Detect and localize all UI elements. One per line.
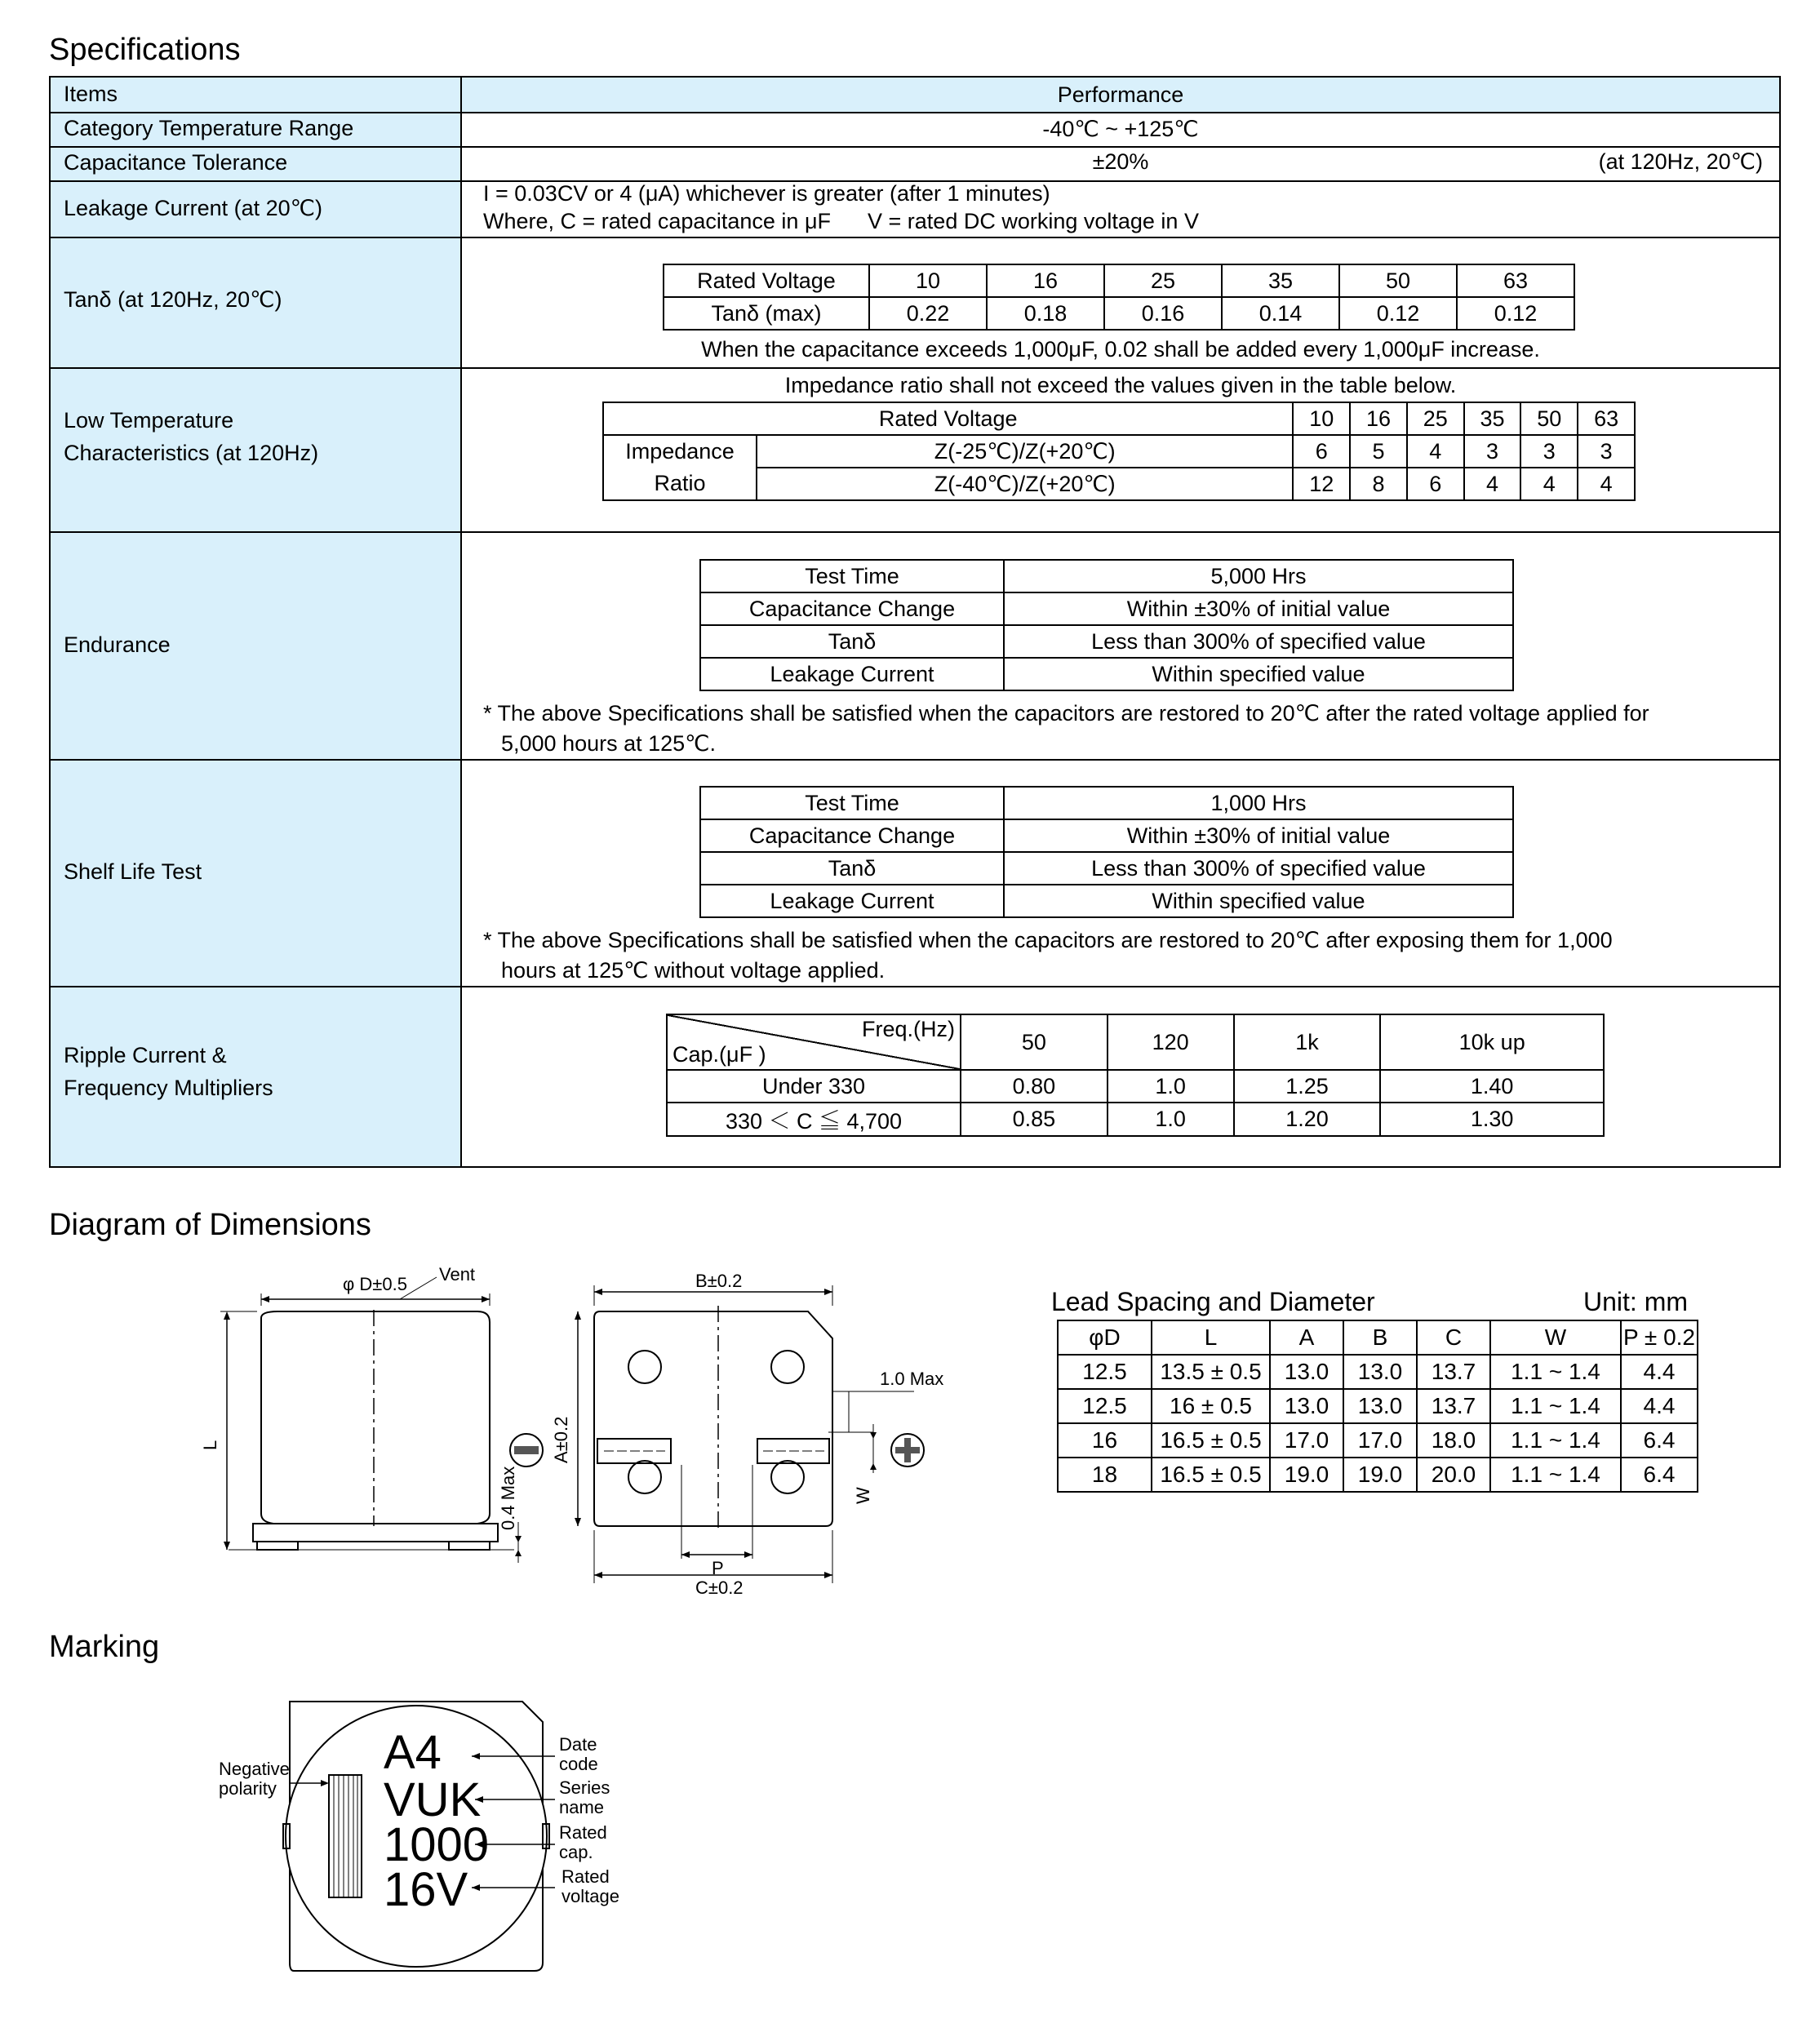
marking-voltage: 16V (384, 1863, 468, 1916)
low-temp-label-2: Characteristics (at 120Hz) (64, 441, 319, 465)
lead-title: Lead Spacing and Diameter (1051, 1287, 1375, 1316)
base-plate (253, 1524, 498, 1542)
rated-cap-label-1: Rated (559, 1822, 607, 1843)
lead-table (1057, 1320, 1698, 1493)
marking-capacitance: 1000 (384, 1818, 490, 1871)
tand-note: When the capacitance exceeds 1,000μF, 0.02 shall be added every 1,000μF increase. (701, 337, 1540, 362)
tand-voltage: 35 (1222, 264, 1339, 297)
lt-voltage: 35 (1464, 402, 1521, 435)
endurance-key: Capacitance Change (700, 592, 1004, 625)
lt-row1-value: 5 (1350, 435, 1407, 468)
ripple-label-1: Ripple Current & (64, 1043, 227, 1067)
lt-row1-value: 6 (1293, 435, 1350, 468)
lead-header: B (1343, 1320, 1417, 1355)
marking-series: VUK (384, 1773, 482, 1826)
negative-label-1: Negative (219, 1759, 290, 1779)
lt-row1-value: 3 (1578, 435, 1635, 468)
endurance-value: Within ±30% of initial value (1004, 592, 1513, 625)
endurance-note-1: * The above Specifications shall be satisfied when the capacitors are restored to 20℃ after the rated voltage applied for (483, 701, 1649, 726)
lead-cell: 4.4 (1621, 1389, 1698, 1423)
ripple-value: 0.85 (961, 1103, 1108, 1136)
lead-header: P ± 0.2 (1621, 1320, 1698, 1355)
endurance-value: 5,000 Hrs (1004, 560, 1513, 592)
max10-label: 1.0 Max (880, 1369, 944, 1389)
shelf-key: Leakage Current (700, 885, 1004, 917)
endurance-key: Tanδ (700, 625, 1004, 658)
lead-header: φD (1058, 1320, 1152, 1355)
lead-cell: 17.0 (1343, 1423, 1417, 1458)
lt-voltage: 25 (1407, 402, 1464, 435)
lt-row2-value: 4 (1520, 468, 1578, 500)
lead-header: W (1490, 1320, 1621, 1355)
tand-value: 0.12 (1339, 297, 1457, 330)
lead-cell: 6.4 (1621, 1423, 1698, 1458)
lt-row1-head: Z(-25℃)/Z(+20℃) (757, 435, 1293, 468)
lead-cell: 6.4 (1621, 1458, 1698, 1492)
lead-cell: 1.1 ~ 1.4 (1490, 1423, 1621, 1458)
lt-row2-head: Z(-40℃)/Z(+20℃) (757, 468, 1293, 500)
tand-voltage: 25 (1104, 264, 1222, 297)
lt-ratio: Ratio (603, 468, 757, 500)
ripple-freq: 120 (1108, 1014, 1234, 1070)
tand-voltage-head: Rated Voltage (664, 264, 869, 297)
lead-cell: 13.0 (1270, 1355, 1343, 1389)
shelf-key: Test Time (700, 787, 1004, 819)
lead-cell: 18.0 (1417, 1423, 1490, 1458)
lead-cell: 13.5 ± 0.5 (1152, 1355, 1270, 1389)
ripple-value: 1.20 (1234, 1103, 1381, 1136)
ripple-value: 0.80 (961, 1070, 1108, 1103)
lt-row2-value: 8 (1350, 468, 1407, 500)
tand-voltage: 10 (869, 264, 987, 297)
shelf-value: Within ±30% of initial value (1004, 819, 1513, 852)
lead-cell: 12.5 (1058, 1389, 1152, 1423)
lead-cell: 13.0 (1343, 1389, 1417, 1423)
negative-label-2: polarity (219, 1778, 277, 1799)
marking-diagram (212, 1693, 653, 1987)
leakage-label: Leakage Current (at 20℃) (64, 196, 322, 220)
lt-voltage: 63 (1578, 402, 1635, 435)
lead-cell: 12.5 (1058, 1355, 1152, 1389)
lead-header: A (1270, 1320, 1343, 1355)
c-label: C±0.2 (695, 1577, 744, 1598)
lead-cell: 16 (1058, 1423, 1152, 1458)
ripple-freq: 10k up (1380, 1014, 1604, 1070)
capacitor-body (261, 1311, 490, 1524)
tand-value: 0.22 (869, 297, 987, 330)
performance-header: Performance (1057, 82, 1184, 107)
lt-rated-voltage: Rated Voltage (603, 402, 1293, 435)
lt-row1-value: 3 (1520, 435, 1578, 468)
date-label-2: code (559, 1754, 598, 1774)
marking-date-code: A4 (384, 1726, 442, 1779)
vent-label: Vent (439, 1264, 476, 1285)
tand-voltage: 50 (1339, 264, 1457, 297)
shelf-note-1: * The above Specifications shall be satisfied when the capacitors are restored to 20℃ after exposing them for 1,000 (483, 928, 1613, 952)
bottom-view-outline (594, 1311, 832, 1526)
lt-voltage: 10 (1293, 402, 1350, 435)
ripple-value: 1.25 (1234, 1070, 1381, 1103)
shelf-value: Less than 300% of specified value (1004, 852, 1513, 885)
max04-label: 0.4 Max (498, 1466, 518, 1530)
phi-d-label: φ D±0.5 (343, 1274, 407, 1294)
lead-cell: 4.4 (1621, 1355, 1698, 1389)
lead-cell: 19.0 (1343, 1458, 1417, 1492)
tand-value: 0.16 (1104, 297, 1222, 330)
lead-cell: 13.7 (1417, 1355, 1490, 1389)
b-label: B±0.2 (695, 1271, 743, 1291)
tand-voltage: 63 (1457, 264, 1574, 297)
endurance-label: Endurance (64, 632, 171, 657)
lead-cell: 16 ± 0.5 (1152, 1389, 1270, 1423)
lead-cell: 13.0 (1270, 1389, 1343, 1423)
specifications-heading: Specifications (49, 33, 241, 67)
endurance-key: Leakage Current (700, 658, 1004, 690)
ripple-table (666, 1014, 1605, 1137)
shelf-value: 1,000 Hrs (1004, 787, 1513, 819)
endurance-note-2: 5,000 hours at 125℃. (501, 731, 716, 756)
lead-cell: 16.5 ± 0.5 (1152, 1423, 1270, 1458)
tand-value: 0.18 (987, 297, 1104, 330)
ripple-corner-cell (667, 1014, 961, 1070)
ripple-value: 1.0 (1108, 1103, 1234, 1136)
tolerance-label: Capacitance Tolerance (64, 150, 288, 175)
tand-voltage: 16 (987, 264, 1104, 297)
tand-max-head: Tanδ (max) (664, 297, 869, 330)
tolerance-value: ±20% (1092, 149, 1149, 174)
ripple-row-label: 330 ＜ C ≦ 4,700 (667, 1103, 961, 1136)
tand-value: 0.14 (1222, 297, 1339, 330)
date-label-1: Date (559, 1734, 597, 1755)
lead-cell: 1.1 ~ 1.4 (1490, 1458, 1621, 1492)
series-label-2: name (559, 1797, 605, 1817)
lead-cell: 17.0 (1270, 1423, 1343, 1458)
lt-row2-value: 4 (1464, 468, 1521, 500)
lt-row1-value: 4 (1407, 435, 1464, 468)
low-temp-note: Impedance ratio shall not exceed the values given in the table below. (784, 373, 1457, 397)
p-label: P (712, 1558, 724, 1578)
ripple-freq: 50 (961, 1014, 1108, 1070)
dimensions-heading: Diagram of Dimensions (49, 1208, 371, 1242)
endurance-value: Less than 300% of specified value (1004, 625, 1513, 658)
endurance-value: Within specified value (1004, 658, 1513, 690)
leakage-line-2: Where, C = rated capacitance in μF V = rated DC working voltage in V (483, 209, 1199, 233)
lead-cell: 19.0 (1270, 1458, 1343, 1492)
low-temp-label-1: Low Temperature (64, 408, 234, 433)
lead-cell: 13.0 (1343, 1355, 1417, 1389)
shelf-life-label: Shelf Life Test (64, 859, 202, 884)
lt-impedance: Impedance (603, 435, 757, 468)
tand-value: 0.12 (1457, 297, 1574, 330)
temp-range-label: Category Temperature Range (64, 116, 354, 140)
lead-cell: 13.7 (1417, 1389, 1490, 1423)
ripple-value: 1.40 (1380, 1070, 1604, 1103)
ripple-freq: 1k (1234, 1014, 1381, 1070)
w-label: W (853, 1487, 873, 1504)
lead-header: L (1152, 1320, 1270, 1355)
endurance-key: Test Time (700, 560, 1004, 592)
lt-row2-value: 4 (1578, 468, 1635, 500)
shelf-key: Capacitance Change (700, 819, 1004, 852)
shelf-key: Tanδ (700, 852, 1004, 885)
lead-cell: 20.0 (1417, 1458, 1490, 1492)
lt-voltage: 50 (1520, 402, 1578, 435)
series-label-1: Series (559, 1777, 610, 1798)
ripple-row-label: Under 330 (667, 1070, 961, 1103)
rated-voltage-label-2: voltage (562, 1886, 619, 1906)
rated-cap-label-2: cap. (559, 1842, 593, 1862)
ripple-label-2: Frequency Multipliers (64, 1076, 273, 1100)
items-column (51, 78, 462, 1166)
low-temp-table (602, 402, 1636, 501)
ripple-value: 1.30 (1380, 1103, 1604, 1136)
lead-header: C (1417, 1320, 1490, 1355)
shelf-value: Within specified value (1004, 885, 1513, 917)
rated-voltage-label-1: Rated (562, 1866, 610, 1887)
tand-label: Tanδ (at 120Hz, 20℃) (64, 287, 282, 312)
lead-unit: Unit: mm (1583, 1287, 1688, 1316)
endurance-table (699, 559, 1514, 691)
specifications-table (49, 76, 1781, 1168)
lt-voltage: 16 (1350, 402, 1407, 435)
tand-table (663, 264, 1575, 331)
a-label: A±0.2 (551, 1416, 571, 1463)
shelf-note-2: hours at 125℃ without voltage applied. (501, 958, 886, 983)
ripple-cap-label: Cap.(μF ) (673, 1042, 766, 1067)
items-label: Items (64, 82, 118, 106)
temp-range-value: -40℃ ~ +125℃ (1042, 117, 1199, 141)
lead-cell: 16.5 ± 0.5 (1152, 1458, 1270, 1492)
ripple-value: 1.0 (1108, 1070, 1234, 1103)
marking-heading: Marking (49, 1630, 160, 1664)
lt-row2-value: 12 (1293, 468, 1350, 500)
lt-row1-value: 3 (1464, 435, 1521, 468)
tolerance-condition: (at 120Hz, 20℃) (1598, 149, 1763, 174)
ripple-freq-label: Freq.(Hz) (862, 1017, 955, 1041)
lead-cell: 1.1 ~ 1.4 (1490, 1355, 1621, 1389)
dimension-diagram (196, 1261, 971, 1620)
shelf-life-table (699, 786, 1514, 918)
l-label: L (200, 1440, 220, 1450)
lead-cell: 18 (1058, 1458, 1152, 1492)
lt-row2-value: 6 (1407, 468, 1464, 500)
lead-cell: 1.1 ~ 1.4 (1490, 1389, 1621, 1423)
leakage-line-1: I = 0.03CV or 4 (μA) whichever is greater (after 1 minutes) (483, 181, 1050, 206)
